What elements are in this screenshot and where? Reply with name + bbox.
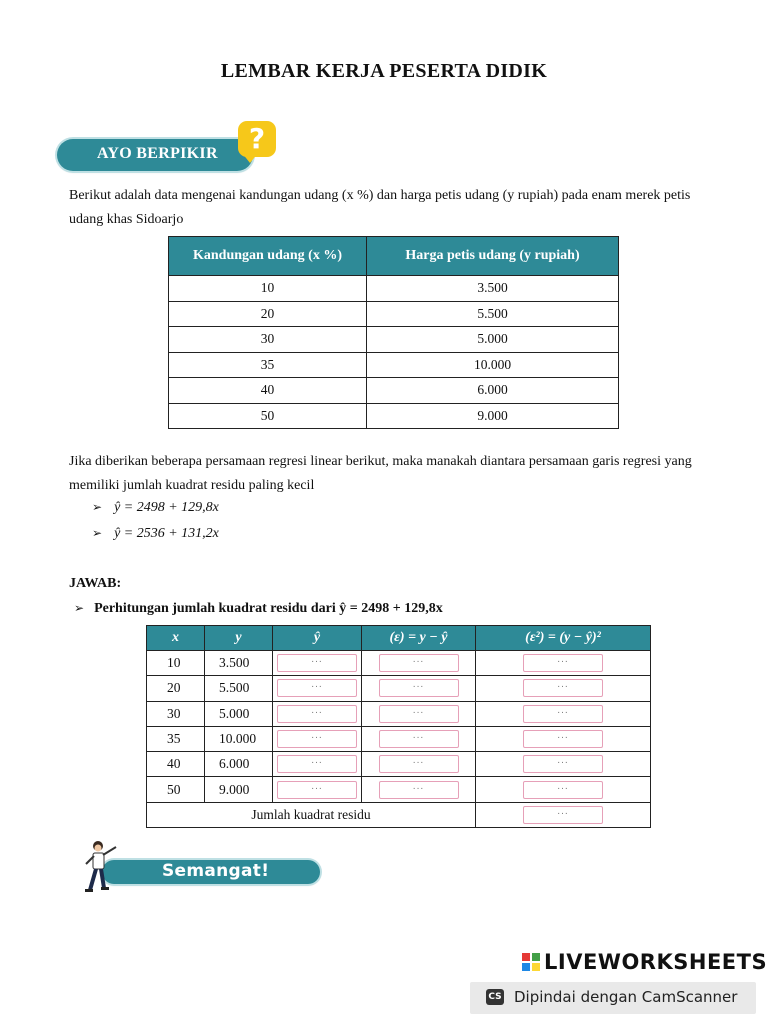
header-y-hat: ŷ (273, 626, 362, 651)
residual-squared-cell (476, 701, 651, 726)
arrow-bullet-icon: ➢ (92, 500, 103, 514)
header-residual-squared: (ε²) = (y − ŷ)² (476, 626, 651, 651)
y-hat-input[interactable]: ... (277, 781, 357, 799)
header-residual: (ε) = y − ŷ (362, 626, 476, 651)
residual-squared-input[interactable]: ... (523, 781, 603, 799)
y-cell: 3.500 (367, 276, 619, 302)
equation-text: ŷ = 2536 + 131,2x (114, 526, 219, 541)
y-cell: 6.000 (205, 752, 273, 777)
residual-input[interactable]: ... (379, 730, 459, 748)
y-hat-input[interactable]: ... (277, 654, 357, 672)
total-row (147, 802, 651, 827)
residual-squared-cell (476, 651, 651, 676)
residual-input[interactable]: ... (379, 705, 459, 723)
table-row (169, 352, 619, 378)
y-hat-cell (273, 777, 362, 802)
header-harga: Harga petis udang (y rupiah) (367, 237, 619, 276)
header-y: y (205, 626, 273, 651)
liveworksheets-logo-text: LIVEWORKSHEETS (544, 950, 768, 974)
table-row (169, 378, 619, 404)
calc-heading (74, 601, 443, 617)
residual-cell (362, 726, 476, 751)
y-hat-cell (273, 676, 362, 701)
semangat-label: Semangat! (162, 861, 270, 881)
table-row (169, 301, 619, 327)
table-row (147, 726, 651, 751)
y-cell: 10.000 (367, 352, 619, 378)
residual-squared-cell (476, 726, 651, 751)
student-figure-icon (74, 838, 124, 898)
total-label: Jumlah kuadrat residu (147, 802, 476, 827)
total-input[interactable]: ... (523, 806, 603, 824)
residual-squared-input[interactable]: ... (523, 679, 603, 697)
y-cell: 6.000 (367, 378, 619, 404)
x-cell: 20 (169, 301, 367, 327)
x-cell: 20 (147, 676, 205, 701)
x-cell: 35 (147, 726, 205, 751)
table-row (169, 327, 619, 353)
y-hat-input[interactable]: ... (277, 755, 357, 773)
residual-input[interactable]: ... (379, 781, 459, 799)
table-row (147, 777, 651, 802)
y-cell: 5.500 (367, 301, 619, 327)
y-cell: 9.000 (367, 403, 619, 429)
x-cell: 10 (147, 651, 205, 676)
x-cell: 30 (169, 327, 367, 353)
liveworksheets-logo (522, 950, 767, 974)
residual-input[interactable]: ... (379, 654, 459, 672)
data-table (168, 236, 619, 429)
x-cell: 10 (169, 276, 367, 302)
residual-header-row (147, 626, 651, 651)
equation-item-1 (92, 500, 219, 516)
table-row (147, 752, 651, 777)
table-row (169, 403, 619, 429)
x-cell: 40 (169, 378, 367, 404)
ribbon-label: AYO BERPIKIR (97, 145, 218, 162)
residual-squared-input[interactable]: ... (523, 705, 603, 723)
total-cell (476, 802, 651, 827)
x-cell: 50 (147, 777, 205, 802)
table-row (147, 651, 651, 676)
y-hat-cell (273, 701, 362, 726)
residual-cell (362, 752, 476, 777)
calc-heading-text: Perhitungan jumlah kuadrat residu dari ŷ = 2498 + 129,8x (94, 601, 443, 616)
table-row (147, 701, 651, 726)
x-cell: 50 (169, 403, 367, 429)
data-table-header-row (169, 237, 619, 276)
table-row (169, 276, 619, 302)
residual-input[interactable]: ... (379, 679, 459, 697)
residual-cell (362, 651, 476, 676)
residual-cell (362, 701, 476, 726)
question-mark-icon: ? (238, 121, 276, 157)
table-row (147, 676, 651, 701)
equation-text: ŷ = 2498 + 129,8x (114, 500, 219, 515)
y-cell: 5.000 (205, 701, 273, 726)
camscanner-watermark (470, 982, 756, 1014)
y-hat-cell (273, 651, 362, 676)
y-hat-input[interactable]: ... (277, 679, 357, 697)
x-cell: 35 (169, 352, 367, 378)
arrow-bullet-icon: ➢ (74, 601, 85, 615)
x-cell: 30 (147, 701, 205, 726)
y-hat-cell (273, 726, 362, 751)
x-cell: 40 (147, 752, 205, 777)
header-kandungan: Kandungan udang (x %) (169, 237, 367, 276)
liveworksheets-logo-icon (522, 953, 540, 971)
semangat-ribbon (102, 860, 320, 884)
residual-squared-cell (476, 777, 651, 802)
ayo-berpikir-ribbon (57, 139, 253, 171)
header-x: x (147, 626, 205, 651)
y-cell: 5.500 (205, 676, 273, 701)
y-cell: 3.500 (205, 651, 273, 676)
residual-table (146, 625, 651, 828)
residual-squared-input[interactable]: ... (523, 730, 603, 748)
camscanner-icon: CS (486, 989, 504, 1005)
residual-cell (362, 777, 476, 802)
residual-squared-cell (476, 676, 651, 701)
intro-paragraph: Berikut adalah data mengenai kandungan udang (x %) dan harga petis udang (y rupiah) pada enam merek petis udang khas Sidoarjo (69, 188, 691, 227)
y-hat-input[interactable]: ... (277, 705, 357, 723)
jawab-label: JAWAB: (69, 576, 122, 591)
residual-squared-cell (476, 752, 651, 777)
residual-input[interactable]: ... (379, 755, 459, 773)
y-hat-cell (273, 752, 362, 777)
camscanner-text: Dipindai dengan CamScanner (514, 988, 738, 1006)
y-cell: 9.000 (205, 777, 273, 802)
equation-item-2 (92, 526, 219, 542)
page-title: LEMBAR KERJA PESERTA DIDIK (220, 60, 548, 82)
y-cell: 10.000 (205, 726, 273, 751)
y-cell: 5.000 (367, 327, 619, 353)
residual-squared-input[interactable]: ... (523, 654, 603, 672)
residual-cell (362, 676, 476, 701)
y-hat-input[interactable]: ... (277, 730, 357, 748)
residual-squared-input[interactable]: ... (523, 755, 603, 773)
arrow-bullet-icon: ➢ (92, 526, 103, 540)
question-paragraph: Jika diberikan beberapa persamaan regresi linear berikut, maka manakah diantara persamaan garis regresi yang memiliki jumlah kuadrat residu paling kecil (69, 454, 692, 493)
